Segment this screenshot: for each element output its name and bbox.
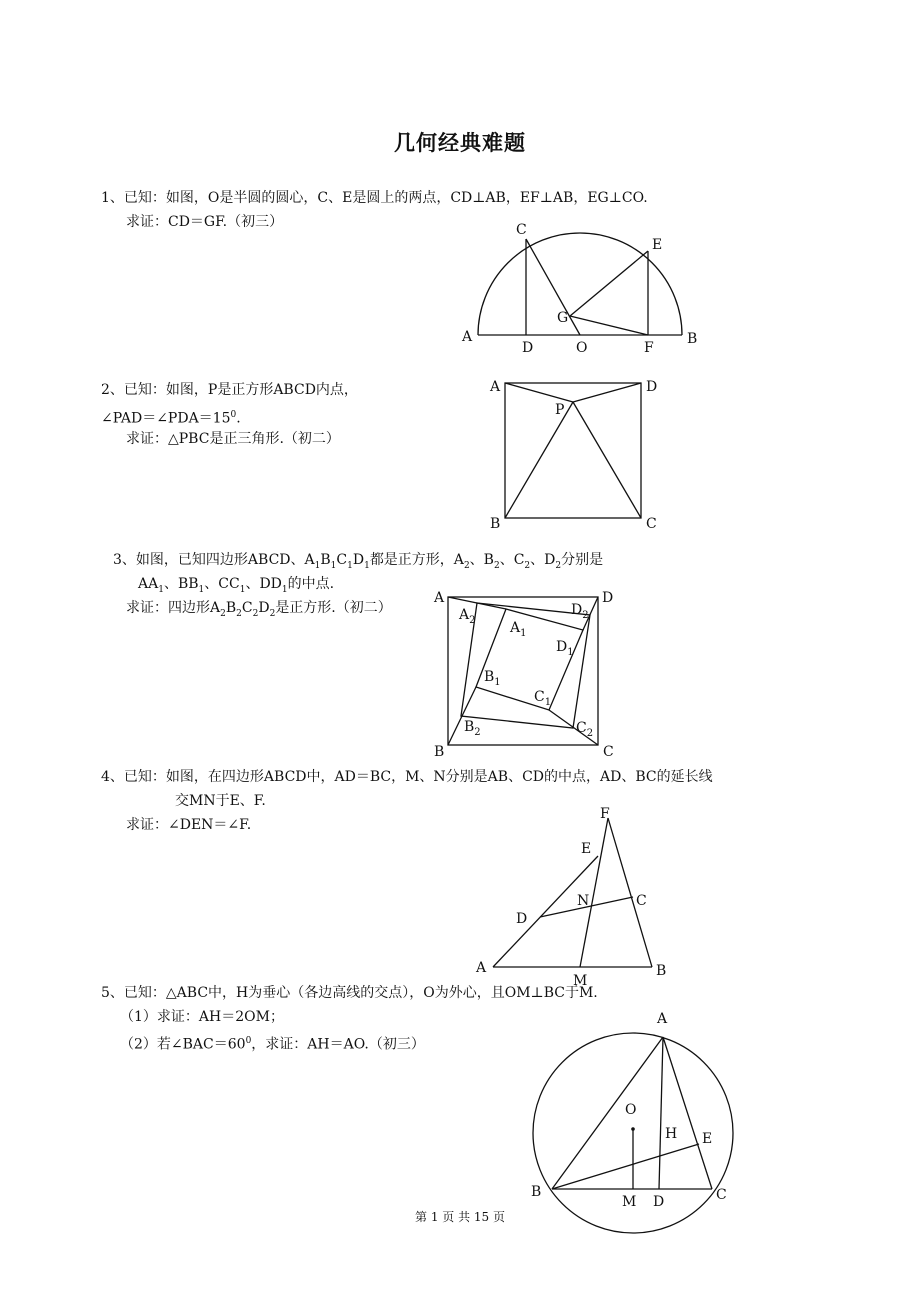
label-d2: $D_2$ [571,602,589,621]
label-g: G [557,310,569,326]
page-footer: 第 1 页 共 15 页 [415,1210,505,1224]
label-e: E [581,841,592,857]
label-o: O [576,340,588,356]
label-d: D [516,911,528,927]
problem-3-line-2: $AA_1$、$BB_1$、$CC_1$、$DD_1$的中点. [138,576,335,595]
label-b: B [656,963,667,979]
problem-2-line-1: 2、已知：如图，P是正方形ABCD内点， [101,382,358,398]
label-a: A [657,1011,668,1027]
label-m: M [622,1194,637,1210]
center-o-dot [631,1127,635,1131]
label-c2: $C_2$ [576,720,594,739]
label-f: F [600,806,610,822]
label-b: B [687,331,698,347]
segment-ab [552,1037,663,1189]
label-c1: $C_1$ [534,689,552,708]
label-o: O [625,1102,637,1118]
problem-2-line-2: $\angle PAD=\angle PDA=15^0$. [101,410,241,427]
label-e: E [702,1131,713,1147]
segment-ac [663,1037,712,1189]
problem-3-line-1: 3、如图，已知四边形ABCD、$A_1B_1C_1D_1$都是正方形，$A_2$、$B_2$、$C_2$、$D_2$分别是 [113,552,604,571]
label-d: D [653,1194,665,1210]
label-n: N [577,893,590,909]
label-b: B [434,744,445,760]
label-d: D [602,590,614,606]
label-p: P [555,402,565,418]
problem-5-line-3: （2）若$\angle BAC=60^0$，求证：AH＝AO.（初三） [120,1036,425,1053]
label-b: B [490,516,501,532]
problem-4-line-2: 交MN于E、F. [175,793,266,809]
label-c: C [716,1187,727,1203]
altitude-ad [659,1037,663,1189]
label-b1: $B_1$ [484,669,501,688]
label-e: E [652,237,663,253]
altitude-be [552,1144,699,1189]
problem-4-line-3: 求证：∠DEN＝∠F. [126,817,252,833]
label-b: B [531,1184,542,1200]
label-a: A [462,329,473,345]
problem-5-line-1: 5、已知：△ABC中，H为垂心（各边高线的交点），O为外心，且OM⊥BC于M. [101,985,598,1001]
label-d: D [522,340,534,356]
label-c: C [636,893,647,909]
label-a: A [476,960,487,976]
label-h: H [665,1126,678,1142]
problem-2-line-3: 求证：△PBC是正三角形.（初二） [126,431,340,447]
label-d1: $D_1$ [556,639,574,658]
problem-1-line-2: 求证：CD＝GF.（初三） [126,214,284,230]
page-title: 几何经典难题 [394,131,526,155]
problem-3-line-3: 求证：四边形$A_2B_2C_2D_2$是正方形.（初二） [126,600,392,619]
label-a2: $A_2$ [459,607,476,626]
label-a: A [434,590,445,606]
problem-1-line-1: 1、已知：如图，O是半圆的圆心，C、E是圆上的两点，CD⊥AB，EF⊥AB，EG⊥CO. [101,190,648,206]
label-c: C [516,222,527,238]
label-b2: $B_2$ [464,719,481,738]
label-a: A [490,379,501,395]
problem-5-line-2: （1）求证：AH＝2OM； [120,1009,284,1025]
label-c: C [603,744,614,760]
label-a1: $A_1$ [510,620,527,639]
problem-4-line-1: 4、已知：如图，在四边形ABCD中，AD＝BC，M、N分别是AB、CD的中点，AD、BC的延长线 [101,769,713,785]
label-m: M [573,973,588,989]
label-d: D [646,379,658,395]
label-f: F [644,340,654,356]
label-c: C [646,516,657,532]
